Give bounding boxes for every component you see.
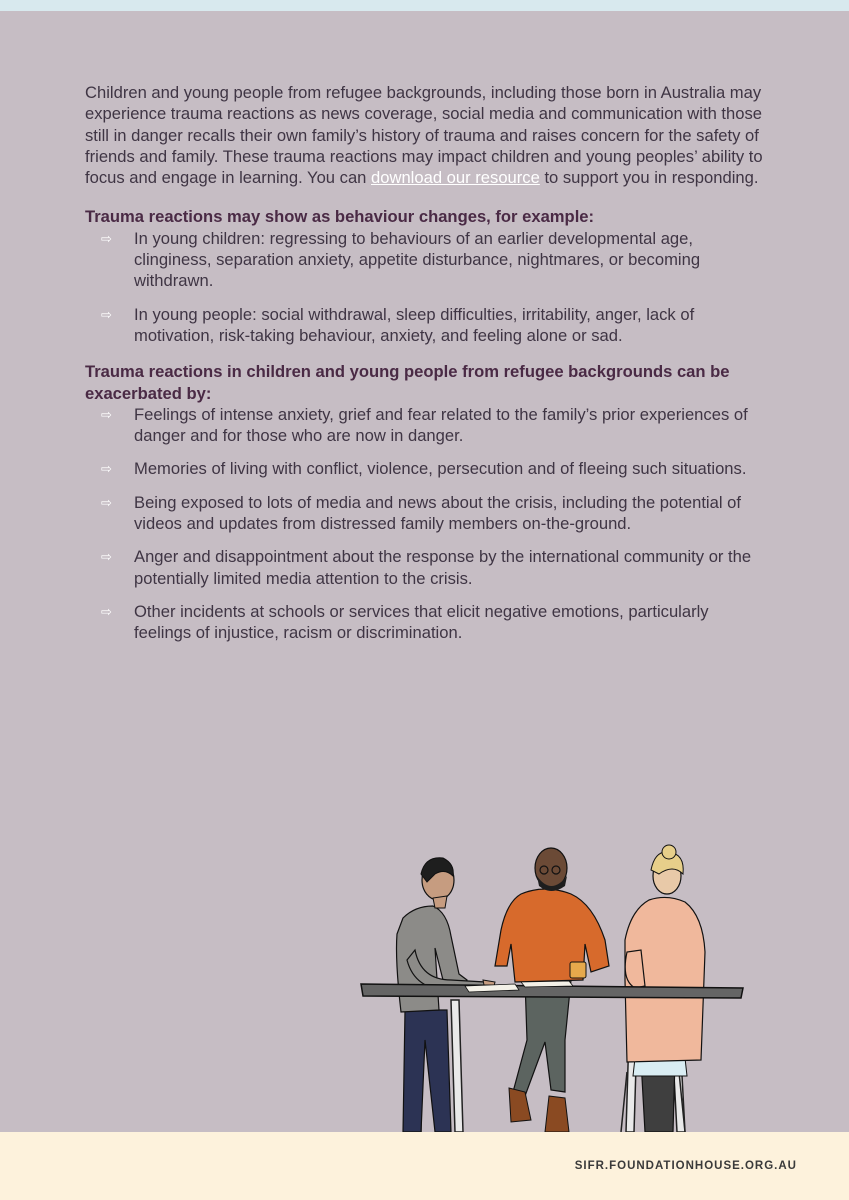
list-item [85, 404, 770, 447]
main-content [85, 82, 770, 644]
list-item [85, 304, 770, 347]
list-item-text: Anger and disappointment about the response by the international community or the potentially limited media attention to the crisis. [134, 547, 752, 588]
arrow-right-icon: ⇨ [101, 306, 112, 322]
list-item-text: Being exposed to lots of media and news about the crisis, including the potential of videos and updates from distressed family members on-the-ground. [134, 492, 741, 534]
arrow-right-icon: ⇨ [101, 494, 112, 510]
list-item [85, 458, 770, 479]
download-resource-link[interactable]: download our resource [371, 168, 540, 188]
list-item [85, 492, 770, 535]
intro-text: Children and young people from refugee backgrounds, including those born in Australia may experience trauma reactions as news coverage, social media and communication with those still in danger recalls their own family’s history of trauma and raises concern for the safety of friends and family. These trauma reactions may impact children and young peoples’ ability to focus and engage in learning. You can [85, 83, 763, 188]
arrow-right-icon: ⇨ [101, 406, 112, 422]
list-item-text: Other incidents at schools or services that elicit negative emotions, particularly feelings of injustice, racism or discrimination. [134, 601, 709, 643]
behaviour-list [85, 228, 770, 346]
exacerbating-factors-list [85, 404, 770, 644]
section-heading-exacerbated: Trauma reactions in children and young people from refugee backgrounds can be exacerbated by: [85, 362, 730, 403]
footer-band [0, 1132, 849, 1200]
list-item-text: Feelings of intense anxiety, grief and fear related to the family’s prior experiences of danger and for those who are now in danger. [134, 404, 748, 446]
website-url[interactable]: SIFR.FOUNDATIONHOUSE.ORG.AU [574, 1160, 797, 1172]
intro-text-end: to support you in responding. [539, 168, 759, 188]
section-heading-behaviour: Trauma reactions may show as behaviour changes, for example: [85, 207, 595, 227]
list-item [85, 546, 770, 589]
people-at-table-illustration [355, 840, 755, 1132]
list-item-text: Memories of living with conflict, violence, persecution and of fleeing such situations. [134, 459, 747, 479]
intro-paragraph [85, 82, 770, 188]
arrow-right-icon: ⇨ [101, 230, 112, 246]
arrow-right-icon: ⇨ [101, 461, 112, 477]
arrow-right-icon: ⇨ [101, 549, 112, 565]
list-item-text: In young people: social withdrawal, sleep difficulties, irritability, anger, lack of motivation, risk-taking behaviour, anxiety, and feeling alone or sad. [134, 304, 695, 345]
list-item [85, 228, 770, 292]
top-accent-band [0, 0, 849, 11]
list-item-text: In young children: regressing to behaviours of an earlier developmental age, clinginess, separation anxiety, appetite disturbance, nightmares, or becoming withdrawn. [134, 228, 701, 291]
arrow-right-icon: ⇨ [101, 603, 112, 619]
list-item [85, 601, 770, 644]
